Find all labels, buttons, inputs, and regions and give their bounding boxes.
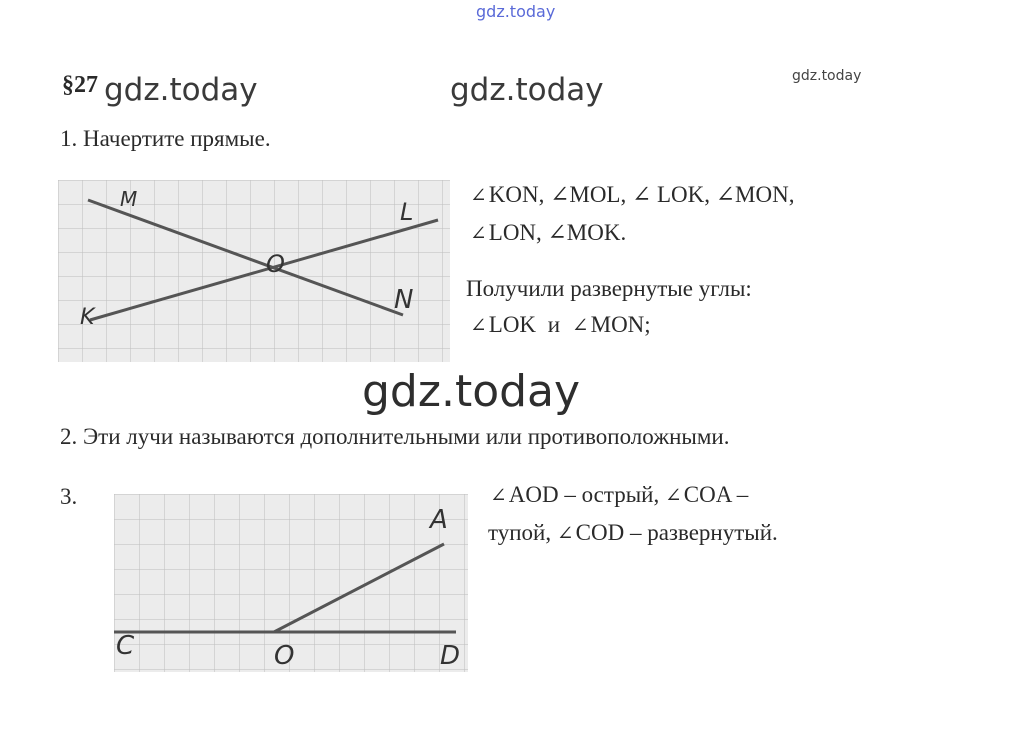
task3-line-2: тупой, ∠COD – развернутый. — [488, 520, 778, 545]
figure-intersecting-lines — [58, 180, 450, 362]
angle-icon: ∠ — [664, 485, 682, 507]
figure-rays — [114, 494, 468, 672]
label-A: A — [430, 505, 448, 535]
watermark-top: gdz.today — [476, 2, 556, 21]
watermark-right-small: gdz.today — [792, 68, 862, 84]
angle-icon: ∠ — [556, 523, 574, 545]
angle-icon: ∠ — [470, 223, 487, 245]
task1-text: 1. Начертите прямые. — [60, 126, 271, 151]
task2-text: 2. Эти лучи называются дополнительными или противоположными. — [60, 424, 730, 449]
label-C: C — [116, 631, 135, 661]
straight-angles-list: ∠LOK и ∠MON; — [470, 312, 651, 337]
angles-line-2: ∠LON, ∠MOK. — [470, 220, 627, 245]
watermark-big: gdz.today — [362, 366, 581, 417]
section-number: §27 — [62, 72, 98, 98]
task3-line-1: ∠AOD – острый, ∠COA – — [490, 482, 749, 507]
watermark-left: gdz.today — [104, 72, 258, 108]
straight-angles-heading: Получили развернутые углы: — [466, 276, 752, 301]
label-M: M — [120, 187, 138, 211]
angle-icon: ∠ — [490, 485, 507, 507]
label-K: K — [80, 305, 95, 330]
angles-line-1: ∠KON, ∠MOL, ∠ LOK, ∠MON, — [470, 182, 795, 207]
angle-icon: ∠ — [571, 315, 589, 337]
label-O: O — [274, 641, 295, 671]
label-L: L — [400, 198, 414, 226]
angle-icon: ∠ — [470, 315, 487, 337]
task3-number: 3. — [60, 484, 78, 509]
label-N: N — [394, 285, 414, 315]
label-D: D — [440, 641, 461, 671]
angle-icon: ∠ — [470, 185, 487, 207]
watermark-center: gdz.today — [450, 72, 604, 108]
label-O: O — [266, 250, 285, 278]
